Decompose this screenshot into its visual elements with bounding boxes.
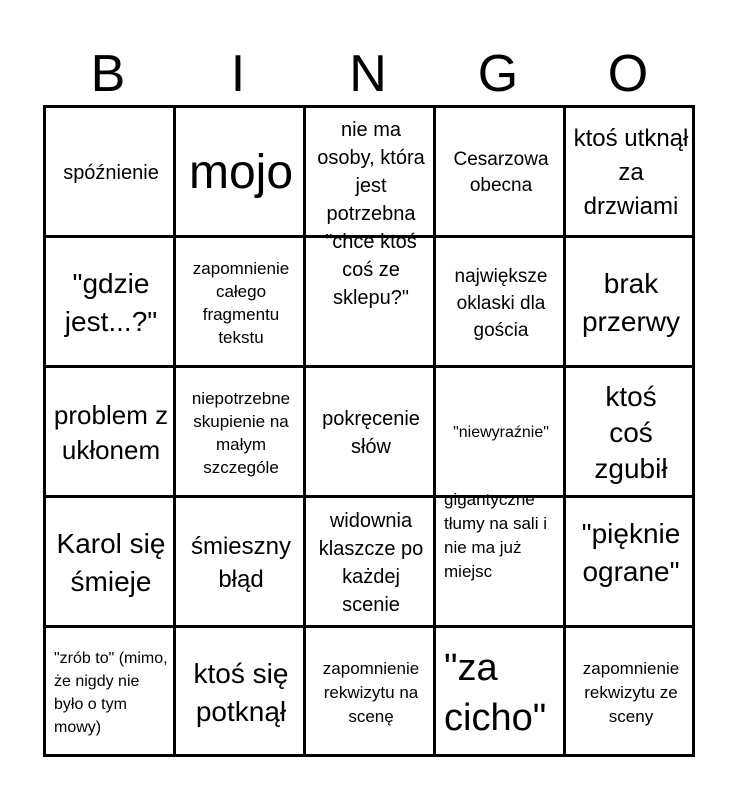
bingo-grid (43, 105, 695, 757)
bingo-cell[interactable] (566, 238, 696, 368)
bingo-cell[interactable] (46, 368, 176, 498)
bingo-cell[interactable] (566, 628, 696, 758)
bingo-cell[interactable] (436, 368, 566, 498)
bingo-cell[interactable] (46, 498, 176, 628)
bingo-cell[interactable] (306, 628, 436, 758)
cell-text: ktoś utknął za drzwiami (573, 125, 689, 220)
cell-text: "niewyraźnie" (453, 424, 549, 441)
cell-text: największe oklaski dla gościa (454, 265, 548, 341)
bingo-cell[interactable] (176, 238, 306, 368)
header-letter-o: O (607, 45, 649, 103)
cell-text: problem z ukłonem (53, 400, 169, 465)
cell-text: brak przerwy (581, 268, 680, 337)
cell-text: niepotrzebne skupienie na małym szczególe (191, 389, 291, 477)
bingo-cell[interactable] (306, 108, 436, 238)
header-letter-g: G (477, 45, 519, 103)
bingo-cell[interactable] (566, 488, 696, 618)
bingo-cell[interactable] (46, 238, 176, 368)
bingo-cell[interactable] (566, 368, 696, 498)
bingo-cell[interactable] (176, 108, 306, 238)
bingo-cell[interactable] (46, 628, 176, 758)
cell-text: Karol się śmieje (56, 528, 166, 597)
bingo-cell[interactable] (306, 498, 436, 628)
bingo-cell[interactable] (176, 368, 306, 498)
cell-text: ktoś coś zgubił (594, 381, 668, 484)
bingo-cell[interactable] (46, 108, 176, 238)
bingo-cell[interactable] (436, 488, 566, 618)
cell-text: spóźnienie (63, 162, 159, 184)
bingo-cell[interactable] (176, 498, 306, 628)
cell-text: Cesarzowa obecna (453, 149, 549, 196)
cell-text: zapomnienie całego fragmentu tekstu (192, 259, 290, 347)
bingo-cell[interactable] (436, 628, 566, 758)
cell-text: mojo (188, 146, 294, 199)
header-letter-b: B (90, 45, 126, 103)
bingo-cell[interactable] (566, 108, 696, 238)
cell-text: ktoś się potknął (193, 658, 289, 727)
bingo-cell[interactable] (176, 628, 306, 758)
bingo-cell[interactable] (306, 228, 436, 358)
cell-text: widownia klaszcze po każdej scenie (318, 510, 424, 616)
cell-text: pokręcenie słów (322, 408, 420, 458)
bingo-cell[interactable] (436, 238, 566, 368)
cell-text: zapomnienie rekwizytu na scenę (322, 659, 420, 726)
cell-text: zapomnienie rekwizytu ze sceny (582, 659, 680, 726)
cell-text: "gdzie jest...?" (64, 268, 158, 337)
cell-text: nie ma osoby, która jest potrzebna (317, 119, 425, 225)
bingo-cell[interactable] (306, 368, 436, 498)
cell-text: "pięknie ograne" (581, 518, 681, 587)
cell-text: śmieszny błąd (190, 533, 292, 593)
bingo-cell[interactable] (436, 108, 566, 238)
cell-text: gigantyczne tłumy na sali i nie ma już miejsc (444, 490, 547, 581)
cell-text: "chce ktoś coś ze sklepu?" (325, 231, 417, 309)
header-letter-n: N (349, 45, 387, 103)
header-letter-i: I (230, 45, 246, 103)
cell-text: "za cicho" (444, 647, 547, 739)
cell-text: "zrób to" (mimo, że nigdy nie było o tym mowy) (54, 650, 168, 736)
